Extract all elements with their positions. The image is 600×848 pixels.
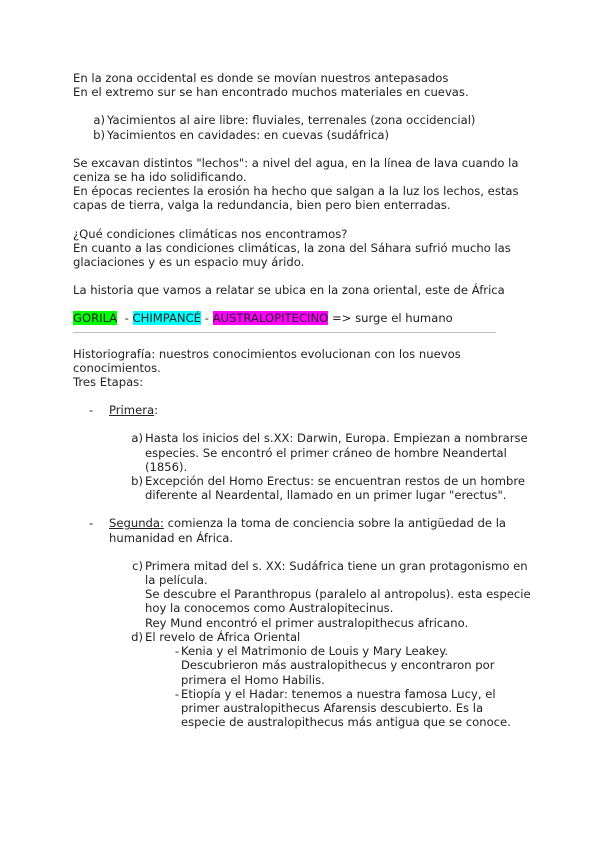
list-marker: a) (131, 431, 143, 446)
list-item-text: Excepción del Homo Erectus: se encuentran restos de un hombre diferente al Neardental, llamado en un primer lugar "erectus". (145, 474, 526, 503)
list-item-text: Yacimientos al aire libre: fluviales, terrenales (zona occidencial) (107, 113, 476, 128)
segunda-heading (73, 516, 509, 544)
list-item (131, 474, 533, 503)
primera-colon: : (154, 403, 158, 418)
intro-line-1: En la zona occidental es donde se movían nuestros antepasados (73, 71, 449, 85)
segunda-c-line-1: Primera mitad del s. XX: Sudáfrica tiene un gran protagonismo en la película. (145, 558, 528, 588)
intro-line-2: En el extremo sur se han encontrado muchos materiales en cuevas. (73, 85, 469, 100)
segunda-title: Segunda: (109, 516, 164, 531)
dash-marker: - (174, 644, 179, 659)
list-item-text: Yacimientos en cavidades: en cuevas (sudáfrica) (107, 127, 390, 142)
separator: - (117, 311, 133, 326)
list-marker: c) (132, 558, 143, 573)
segunda-list (131, 558, 533, 730)
historiografia-line: Historiografía: nuestros conocimientos evolucionan con los nuevos conocimientos. (73, 346, 461, 375)
primera-list (131, 431, 533, 503)
segunda-text: comienza la toma de conciencia sobre la antigüedad de la humanidad en África. (109, 516, 510, 545)
lechos-paragraph-1: Se excavan distintos "lechos": a nivel del agua, en la línea de lava cuando la ceniza se ha ido solidificando. (73, 155, 519, 185)
segunda-c-line-2: Se descubre el Paranthropus (paralelo al antropolus). esta especie hoy la conocemos como Australopitecinus. (145, 587, 531, 616)
list-item (174, 644, 521, 687)
clima-question: ¿Qué condiciones climáticas nos encontramos? (73, 226, 348, 241)
list-item-text: El revelo de África Oriental (145, 629, 301, 644)
list-item (131, 431, 533, 474)
evolucion-line (73, 311, 533, 325)
primera-title: Primera (109, 403, 155, 418)
list-marker: a) (93, 113, 105, 128)
list-marker: d) (131, 629, 143, 644)
oriental-sublist (174, 644, 521, 730)
tres-etapas: Tres Etapas: (73, 375, 144, 390)
dash-marker: - (89, 403, 94, 418)
list-item (91, 113, 533, 127)
lechos-paragraph-2: En épocas recientes la erosión ha hecho que salgan a la luz los lechos, estas capas de tierra, valga la redundancia, bien pero bien enterradas. (73, 184, 519, 213)
segunda-c-line-3: Rey Mund encontró el primer australopithecus africano. (145, 615, 469, 630)
clima-answer: En cuanto a las condiciones climáticas, la zona del Sáhara sufrió mucho las glaciaciones y es un espacio muy árido. (73, 240, 511, 270)
dash-marker: - (89, 516, 94, 531)
chimpance-highlight: CHIMPANCÉ (132, 311, 202, 326)
primera-heading (73, 403, 533, 417)
list-item-text: Hasta los inicios del s.XX: Darwin, Europa. Empiezan a nombrarse especies. Se encontró el primer cráneo de hombre Neandertal (1856). (145, 431, 528, 474)
gorila-highlight: GORILA (73, 311, 118, 326)
list-item-text: Etiopía y el Hadar: tenemos a nuestra famosa Lucy, el primer australopithecus Afarensis descubierto. Es la especie de australopithecus más antigua que se conoce. (181, 686, 511, 730)
list-item (91, 128, 533, 142)
list-item (131, 629, 533, 730)
list-item (174, 686, 521, 730)
evolucion-rest: => surge el humano (328, 311, 453, 326)
separator: - (201, 311, 213, 326)
document-page (73, 71, 533, 729)
list-marker: b) (93, 127, 105, 142)
yacimientos-list (91, 113, 533, 141)
list-item (132, 558, 533, 630)
list-marker: b) (131, 474, 143, 489)
list-item-text: Kenia y el Matrimonio de Louis y Mary Leakey. Descubrieron más australopithecus y encontraron por primera el Homo Habilis. (181, 644, 495, 687)
dash-marker: - (174, 686, 179, 701)
australopitecino-highlight: AUSTRALOPITECINO (212, 311, 329, 326)
historia-line: La historia que vamos a relatar se ubica en la zona oriental, este de África (73, 283, 505, 298)
